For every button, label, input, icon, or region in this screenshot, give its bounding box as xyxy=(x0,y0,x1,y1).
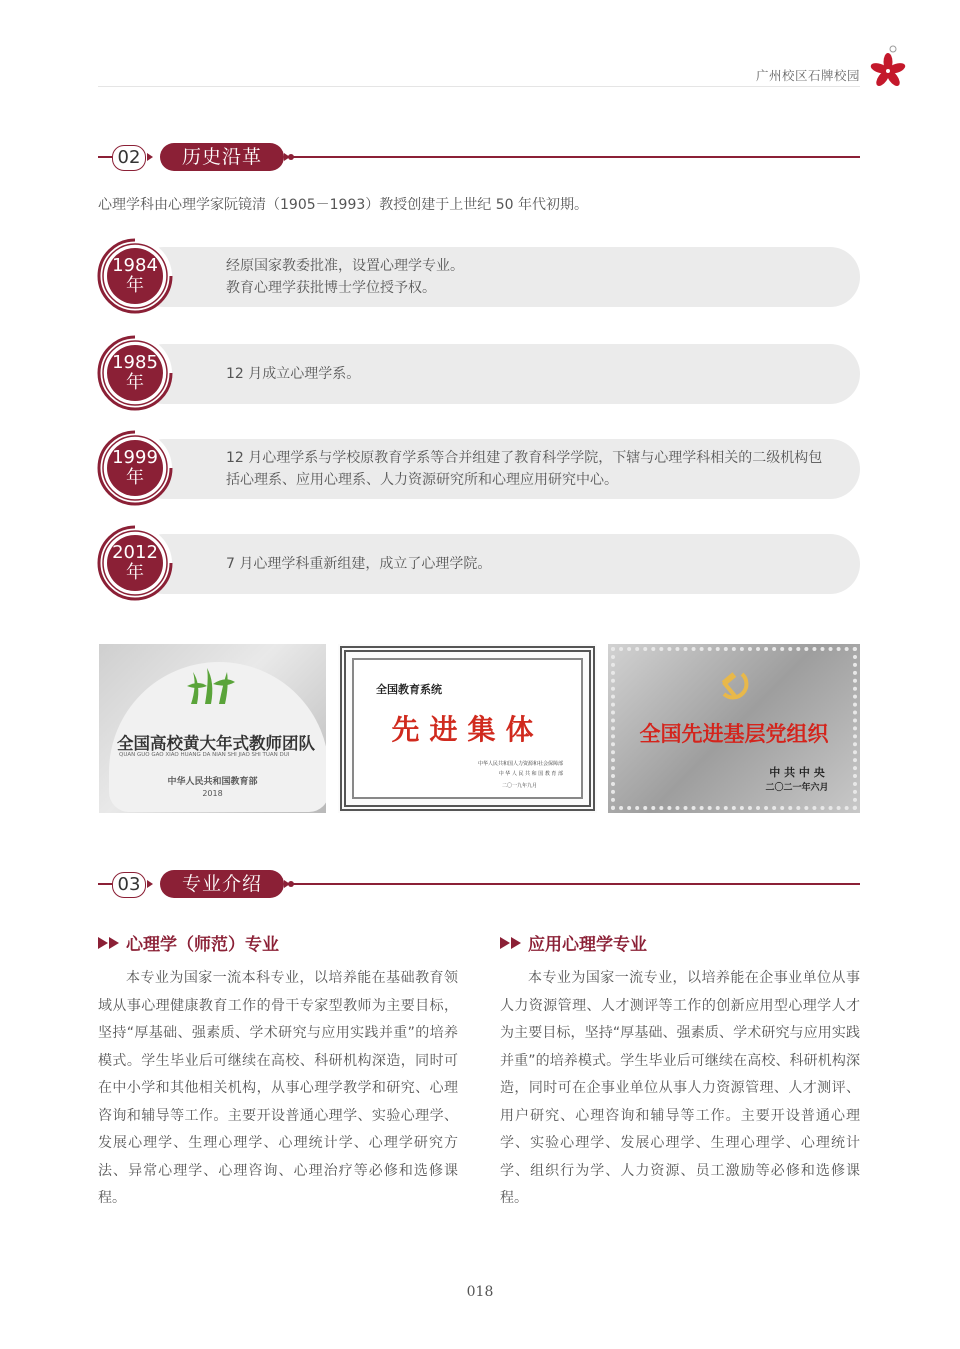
section-number: 03 xyxy=(112,872,146,898)
major-title-applied-psychology xyxy=(500,930,647,955)
timeline-year: 1984 xyxy=(112,255,158,276)
award-photo-advanced-collective xyxy=(338,644,597,813)
timeline-year-unit: 年 xyxy=(126,467,144,488)
timeline-text: 12 月成立心理学系。 xyxy=(226,366,361,382)
timeline-item xyxy=(96,524,860,596)
timeline-year: 2012 xyxy=(112,542,158,563)
timeline-bar xyxy=(134,247,860,307)
award-header: 全国教育系统 xyxy=(376,683,442,696)
award-photo-teacher-team xyxy=(99,644,326,813)
page-number: 018 xyxy=(466,1284,494,1300)
award-title: 全国先进基层党组织 xyxy=(639,721,829,746)
timeline-year-unit: 年 xyxy=(126,562,144,583)
section-number-badge xyxy=(98,142,154,172)
timeline-bar xyxy=(134,344,860,404)
major-body-applied-psychology: 本专业为国家一流专业，以培养能在企事业单位从事人力资源管理、人才测评等工作的创新应用型心理学人才为主要目标，坚持“厚基础、强素质、学术研究与应用实践并重”的培养模式。学生毕业后可继续在高校、科研机构深造，同时可在企事业单位从事人力资源管理、人才测评、用户研究、心理咨询和辅导等工作。主要开设普通心理学、实验心理学、发展心理学、生理心理学、心理统计学、组织行为学、人力资源、员工激励等必修和选修课程。 xyxy=(500,970,860,1206)
award-photo-party-organization xyxy=(608,644,860,813)
bamboo-logo-icon xyxy=(183,666,239,706)
timeline-bar xyxy=(134,439,860,499)
timeline-text: 教育心理学获批博士学位授予权。 xyxy=(226,280,436,296)
section-number-badge xyxy=(98,869,154,899)
major-body-psychology: 本专业为国家一流本科专业，以培养能在基础教育领域从事心理健康教育工作的骨干专家型教师为主要目标，坚持“厚基础、强素质、学术研究与应用实践并重”的培养模式。学生毕业后可继续在高校、科研机构深造，同时可在中小学和其他相关机构，从事心理学教学和研究、心理咨询和辅导等工作。主要开设普通心理学、实验心理学、发展心理学、生理心理学、心理统计学、心理学研究方法、异常心理学、心理咨询、心理治疗等必修和选修课程。 xyxy=(98,970,458,1206)
award-issuer: 中 华 人 民 共 和 国 教 育 部 xyxy=(498,771,563,777)
section-majors-header xyxy=(98,869,860,899)
timeline-item xyxy=(96,429,860,501)
award-issuer: 中华人民共和国教育部 xyxy=(167,777,258,787)
section-history-header xyxy=(98,142,860,172)
award-date: 2018 xyxy=(202,789,223,798)
section-number: 02 xyxy=(112,145,146,171)
timeline-item xyxy=(96,237,860,309)
major-title-text: 应用心理学专业 xyxy=(528,935,647,955)
timeline-text: 括心理系、应用心理系、人力资源研究所和心理应用研究中心。 xyxy=(226,472,618,488)
timeline-year-unit: 年 xyxy=(126,275,144,296)
section-rule xyxy=(292,156,860,158)
hammer-sickle-icon xyxy=(716,668,752,704)
award-issuer: 中 共 中 央 xyxy=(769,766,825,779)
section-rule xyxy=(292,883,860,885)
major-title-text: 心理学（师范）专业 xyxy=(126,935,279,955)
bauhinia-flower-icon xyxy=(866,44,910,88)
header-title: 广州校区石牌校园 xyxy=(755,68,860,83)
header-divider xyxy=(98,86,860,87)
history-intro: 心理学科由心理学家阮镜清（1905－1993）教授创建于上世纪 50 年代初期。 xyxy=(98,197,588,213)
timeline-year: 1999 xyxy=(112,447,158,468)
award-title: 全国高校黄大年式教师团队 xyxy=(117,734,315,753)
award-title: 先进集体 xyxy=(391,713,544,746)
award-date: 二〇一九年九月 xyxy=(501,783,537,789)
timeline-item xyxy=(96,334,860,406)
timeline-text: 12 月心理学系与学校原教育学系等合并组建了教育科学学院，下辖与心理学科相关的二级机构包 xyxy=(226,450,823,466)
major-title-psychology xyxy=(98,930,279,955)
award-pinyin: QUAN GUO GAO XIAO HUANG DA NIAN SHI JIAO SHI TUAN DUI xyxy=(119,752,290,758)
timeline-year-unit: 年 xyxy=(126,372,144,393)
timeline-bar xyxy=(134,534,860,594)
timeline-text: 经原国家教委批准，设置心理学专业。 xyxy=(226,258,464,274)
timeline-year: 1985 xyxy=(112,352,158,373)
section-title: 历史沿革 xyxy=(160,143,284,171)
award-date: 二〇二一年六月 xyxy=(765,783,829,793)
section-title: 专业介绍 xyxy=(160,870,284,898)
timeline-text: 7 月心理学科重新组建，成立了心理学院。 xyxy=(226,556,492,572)
award-issuer: 中华人民共和国人力资源和社会保障部 xyxy=(477,761,563,767)
